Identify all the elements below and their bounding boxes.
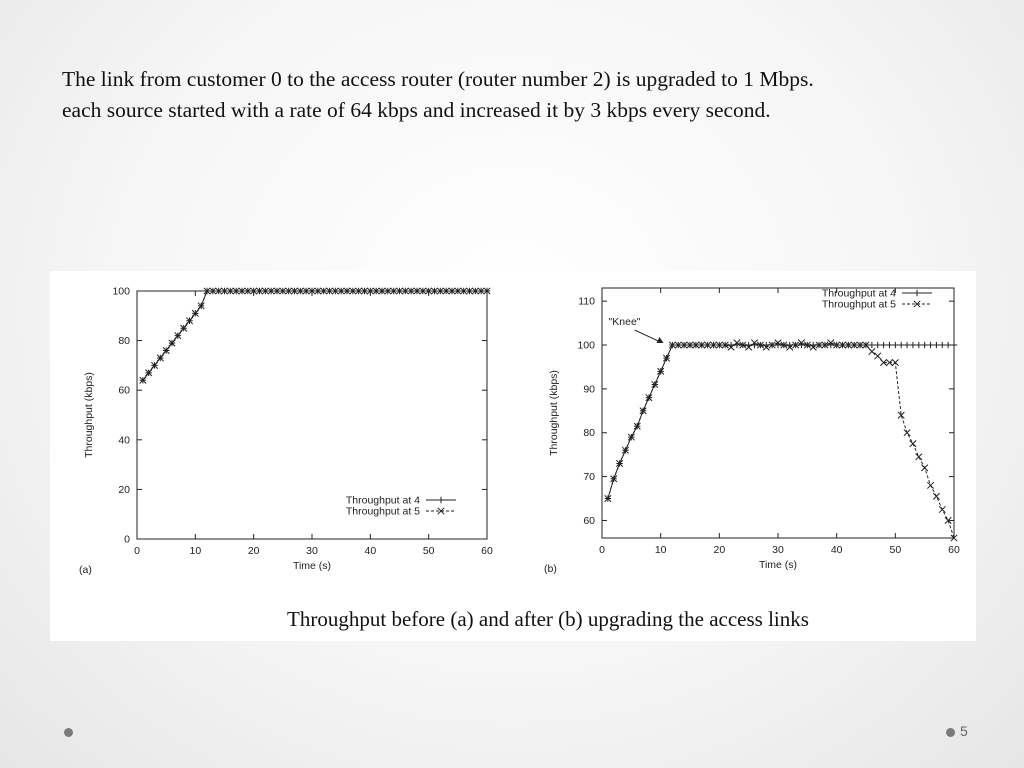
x-axis-label: Time (s) xyxy=(292,560,332,572)
chart-b xyxy=(538,271,968,591)
data-point-plus xyxy=(904,342,910,348)
data-point-x xyxy=(904,430,910,436)
data-point-plus xyxy=(892,342,898,348)
data-point-plus xyxy=(951,342,957,348)
x-tick-label: 0 xyxy=(599,544,605,556)
x-tick-label: 50 xyxy=(889,544,902,556)
x-tick-label: 10 xyxy=(654,544,667,556)
data-point-plus xyxy=(438,497,444,503)
y-tick-label: 60 xyxy=(118,384,130,397)
data-point-x xyxy=(927,482,933,488)
data-point-plus xyxy=(751,342,757,348)
page-number: 5 xyxy=(960,723,968,739)
y-tick-label: 110 xyxy=(578,295,595,308)
data-point-plus xyxy=(728,342,734,348)
x-tick-label: 0 xyxy=(134,545,140,557)
x-tick-label: 40 xyxy=(364,545,377,557)
panel-label: (a) xyxy=(79,564,92,576)
data-point-x xyxy=(921,465,927,471)
y-tick-label: 40 xyxy=(118,434,130,447)
figure-panel xyxy=(50,271,976,641)
y-tick-label: 20 xyxy=(118,483,130,496)
y-tick-label: 0 xyxy=(124,533,130,546)
x-tick-label: 40 xyxy=(830,544,843,556)
data-point-plus xyxy=(921,342,927,348)
data-point-plus xyxy=(763,342,769,348)
figure-caption: Throughput before (a) and after (b) upgrading the access links xyxy=(287,607,809,631)
x-tick-label: 20 xyxy=(247,545,260,557)
knee-annotation: "Knee" xyxy=(608,316,641,329)
x-tick-label: 50 xyxy=(422,545,435,557)
y-axis-label: Throughput (kbps) xyxy=(83,372,95,458)
data-point-plus xyxy=(927,342,933,348)
data-point-plus xyxy=(810,342,816,348)
x-tick-label: 30 xyxy=(772,544,784,556)
data-point-x xyxy=(916,454,922,460)
panel-label: (b) xyxy=(544,563,557,575)
legend-label: Throughput at 5 xyxy=(345,505,420,518)
data-point-plus xyxy=(734,342,740,348)
y-tick-label: 60 xyxy=(583,514,595,527)
legend-label: Throughput at 4 xyxy=(345,494,420,507)
knee-arrow-head xyxy=(657,337,664,343)
data-point-x xyxy=(939,506,945,512)
legend-label: Throughput at 5 xyxy=(821,298,896,311)
y-tick-label: 100 xyxy=(112,285,130,298)
data-point-plus xyxy=(916,342,922,348)
data-point-plus xyxy=(745,342,751,348)
y-tick-label: 80 xyxy=(118,335,130,348)
y-tick-label: 100 xyxy=(577,339,595,352)
y-tick-label: 90 xyxy=(583,383,595,396)
data-point-x xyxy=(933,493,939,499)
data-point-plus xyxy=(880,342,886,348)
x-tick-label: 20 xyxy=(713,544,726,556)
x-tick-label: 60 xyxy=(481,545,493,557)
data-point-plus xyxy=(798,342,804,348)
x-tick-label: 30 xyxy=(306,545,318,557)
knee-arrow xyxy=(635,330,661,342)
bullet-dot-icon xyxy=(946,728,955,737)
data-point-x xyxy=(869,348,875,354)
data-point-plus xyxy=(828,342,834,348)
slide-body-text xyxy=(62,64,942,126)
data-point-plus xyxy=(787,342,793,348)
series-line xyxy=(143,291,487,380)
data-point-plus xyxy=(875,342,881,348)
chart-a xyxy=(70,271,510,591)
legend-label: Throughput at 4 xyxy=(821,287,896,300)
data-point-plus xyxy=(775,342,781,348)
data-point-plus xyxy=(869,342,875,348)
y-tick-label: 80 xyxy=(583,427,595,440)
x-axis-label: Time (s) xyxy=(758,559,798,571)
x-tick-label: 60 xyxy=(948,544,960,556)
series-line xyxy=(143,291,487,380)
bullet-dot-icon xyxy=(64,728,73,737)
data-point-plus xyxy=(914,290,920,296)
data-point-plus xyxy=(910,342,916,348)
data-point-plus xyxy=(939,342,945,348)
data-point-plus xyxy=(886,342,892,348)
data-point-plus xyxy=(933,342,939,348)
data-point-x xyxy=(910,441,916,447)
data-point-x xyxy=(875,353,881,359)
y-tick-label: 70 xyxy=(583,471,595,484)
paragraph-upgrade: The link from customer 0 to the access router (router number 2) is upgraded to 1 Mbps. xyxy=(62,67,814,91)
data-point-plus xyxy=(898,342,904,348)
data-point-plus xyxy=(945,342,951,348)
data-point-x xyxy=(892,359,898,365)
paragraph-source-rate: each source started with a rate of 64 kbps and increased it by 3 kbps every second. xyxy=(62,98,771,122)
x-tick-label: 10 xyxy=(189,545,202,557)
y-axis-label: Throughput (kbps) xyxy=(548,370,560,456)
plot-frame xyxy=(137,291,487,539)
series-line xyxy=(608,345,954,499)
